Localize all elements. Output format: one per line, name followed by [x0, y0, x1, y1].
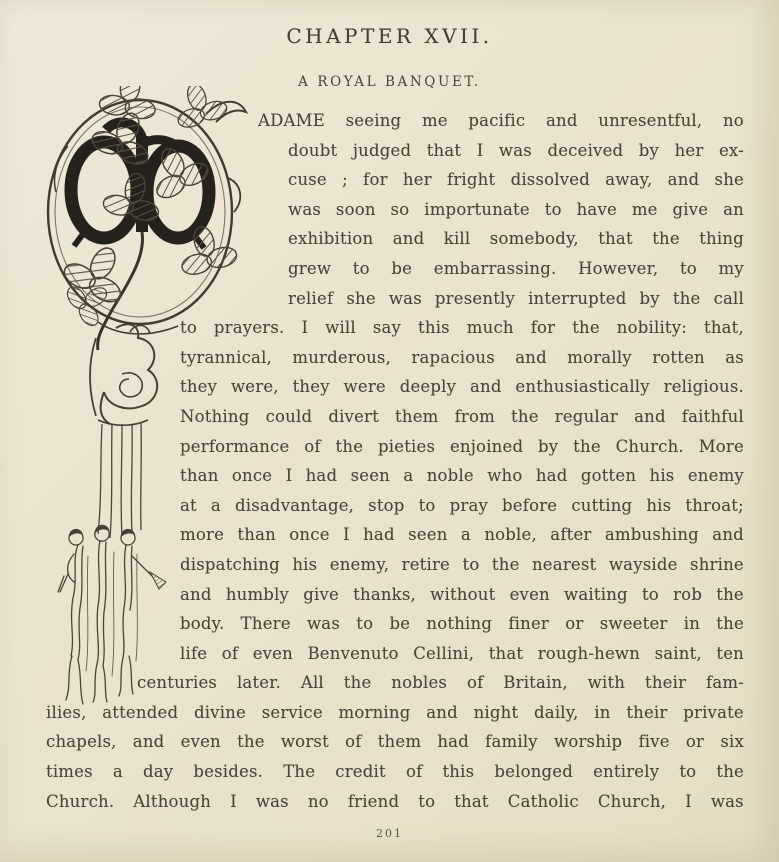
text-line: doubt judged that I was deceived by her ex- — [288, 140, 744, 160]
text-line: performance of the pieties enjoined by the Church. More — [180, 436, 744, 456]
text-line: to prayers. I will say this much for the nobility: that, — [180, 318, 744, 338]
text-line: chapels, and even the worst of them had family worship five or six — [46, 732, 744, 752]
chapter-heading: CHAPTER XVII. — [286, 24, 493, 48]
page-number: 201 — [376, 827, 403, 840]
text-line: was soon so importunate to have me give an — [288, 199, 744, 219]
text-line: they were, they were deeply and enthusiastically religious. — [180, 377, 744, 397]
text-line: times a day besides. The credit of this belonged entirely to the — [46, 762, 744, 782]
text-line: Church. Although I was no friend to that Catholic Church, I was — [46, 791, 744, 811]
text-line: ADAME seeing me pacific and unresentful, no — [258, 111, 744, 130]
text-line: dispatching his enemy, retire to the nearest wayside shrine — [180, 554, 744, 574]
section-heading: A ROYAL BANQUET. — [298, 74, 481, 90]
text-line: Nothing could divert them from the regular and faithful — [180, 406, 744, 426]
text-line: exhibition and kill somebody, that the thing — [288, 229, 744, 249]
text-line: life of even Benvenuto Cellini, that rough-hewn saint, ten — [180, 643, 744, 663]
text-line: at a disadvantage, stop to pray before cutting his throat; — [180, 495, 744, 515]
text-line: than once I had seen a noble who had gotten his enemy — [180, 466, 744, 486]
text-line: ilies, attended divine service morning and night daily, in their private — [46, 702, 744, 722]
text-line: body. There was to be nothing finer or sweeter in the — [180, 614, 744, 634]
text-line: more than once I had seen a noble, after ambushing and — [180, 525, 744, 545]
text-line: centuries later. All the nobles of Britain, with their fam- — [137, 673, 744, 693]
text-line: cuse ; for her fright dissolved away, and she — [288, 170, 744, 190]
body-text — [46, 106, 744, 816]
text-line: relief she was presently interrupted by the call — [288, 288, 744, 308]
text-line: and humbly give thanks, without even waiting to rob the — [180, 584, 744, 604]
text-line: tyrannical, murderous, rapacious and morally rotten as — [180, 347, 744, 367]
text-line: grew to be embarrassing. However, to my — [288, 258, 744, 278]
